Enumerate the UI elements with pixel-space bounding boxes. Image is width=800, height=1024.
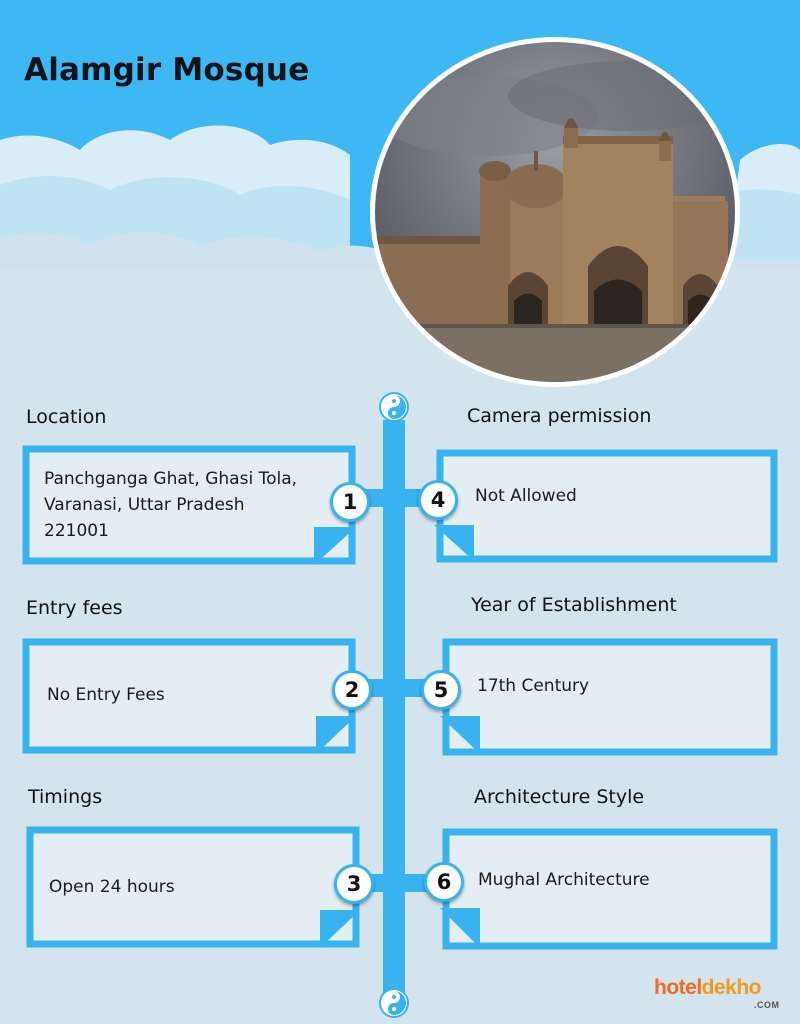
camera-permission-value: Not Allowed (475, 486, 577, 506)
architecture-style-value: Mughal Architecture (478, 870, 650, 890)
number-badge-1: 1 (330, 482, 370, 522)
year-of-establishment-label: Year of Establishment (471, 594, 677, 616)
logo-part-hotel: hotel (654, 976, 702, 999)
number-badge-6: 6 (424, 862, 464, 902)
hoteldekho-logo (654, 976, 780, 1010)
yin-yang-icon (379, 988, 409, 1018)
logo-part-dekho: dekho (701, 976, 762, 999)
number-badge-5: 5 (421, 670, 461, 710)
camera-permission-label: Camera permission (467, 405, 652, 427)
yin-yang-icon (379, 392, 409, 422)
mosque-photo (368, 36, 742, 388)
timings-label: Timings (28, 786, 103, 808)
timeline-spine (383, 420, 405, 1005)
logo-suffix: .COM (754, 1000, 780, 1010)
number-badge-4: 4 (418, 480, 458, 520)
architecture-style-label: Architecture Style (474, 786, 645, 808)
number-badge-3: 3 (334, 864, 374, 904)
page-title: Alamgir Mosque (24, 52, 310, 88)
location-label: Location (26, 406, 107, 428)
entry-fees-value: No Entry Fees (47, 685, 165, 705)
location-value: Panchganga Ghat, Ghasi Tola, Varanasi, Uttar Pradesh 221001 (44, 469, 298, 541)
number-badge-2: 2 (332, 670, 372, 710)
timings-value: Open 24 hours (49, 877, 175, 897)
entry-fees-label: Entry fees (26, 597, 123, 619)
year-of-establishment-value: 17th Century (477, 676, 590, 696)
